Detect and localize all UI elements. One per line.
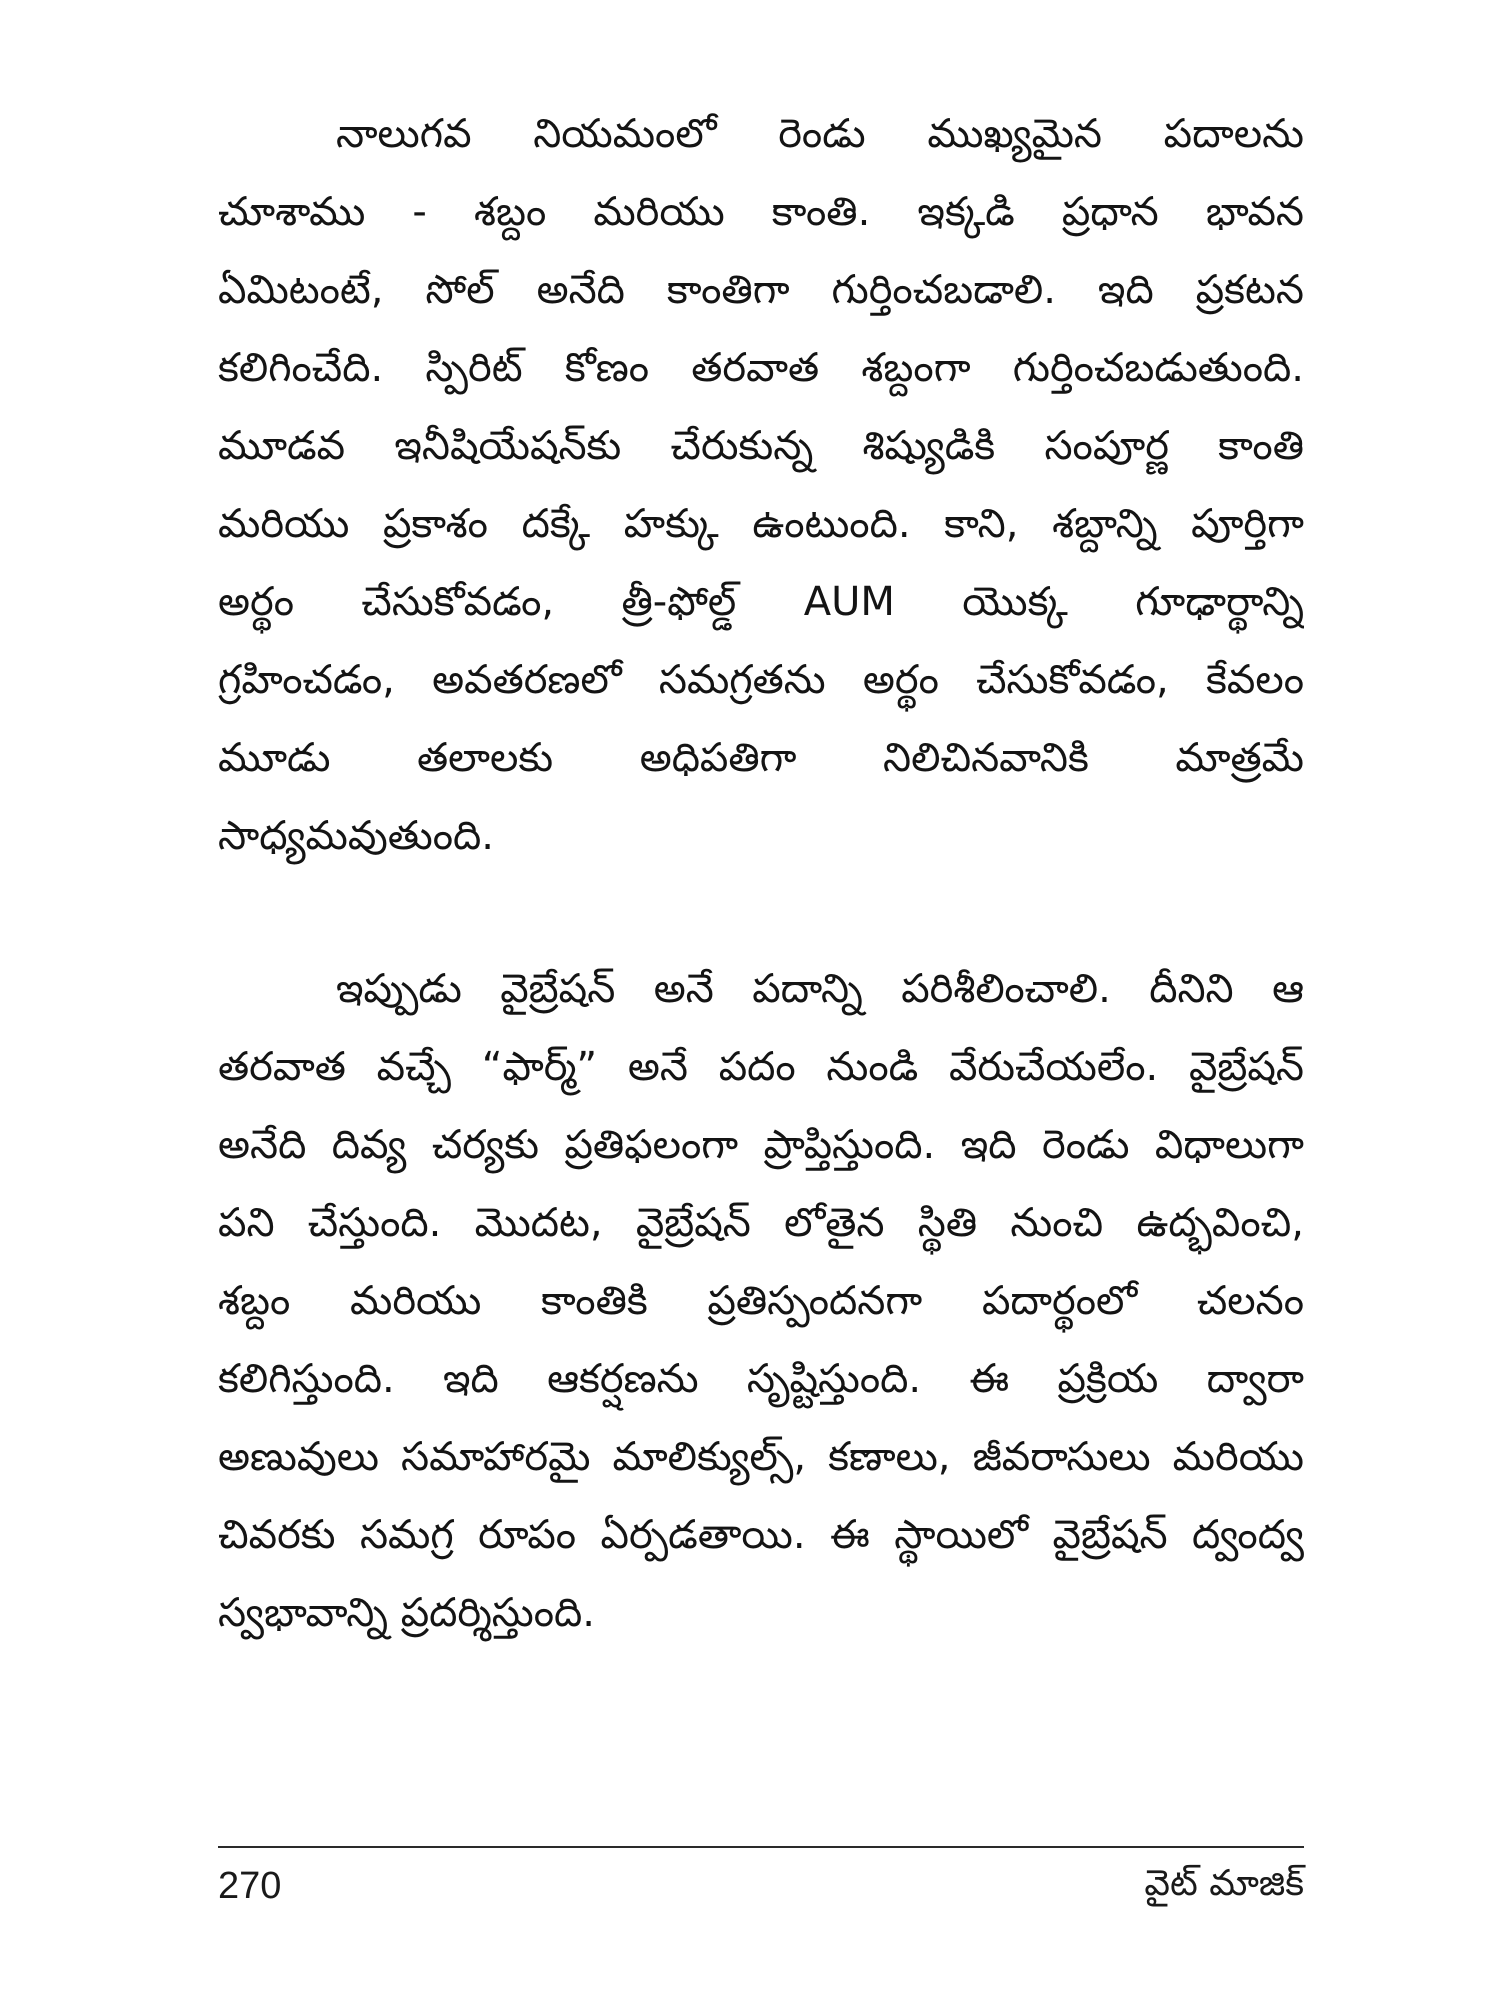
paragraph-line: మూడవ ఇనీషియేషన్‌కు చేరుకున్న శిష్యుడికి సంపూర్ణ కాంతి	[218, 423, 1304, 469]
paragraph-line: తరవాత వచ్చే “ఫార్మ్” అనే పదం నుండి వేరుచేయలేం. వైబ్రేషన్	[218, 1044, 1304, 1090]
paragraph-line: అర్థం చేసుకోవడం, త్రీ-ఫోల్డ్ AUM యొక్క గూఢార్థాన్ని	[218, 579, 1304, 625]
paragraph-line: ఇప్పుడు వైబ్రేషన్ అనే పదాన్ని పరిశీలించాలి. దీనిని ఆ	[336, 966, 1304, 1012]
paragraph-1	[218, 95, 1304, 875]
paragraph-line: గ్రహించడం, అవతరణలో సమగ్రతను అర్థం చేసుకోవడం, కేవలం	[218, 657, 1304, 703]
paragraph-line: ఏమిటంటే, సోల్ అనేది కాంతిగా గుర్తించబడాలి. ఇది ప్రకటన	[218, 267, 1304, 313]
paragraph-line: మూడు తలాలకు అధిపతిగా నిలిచినవానికి మాత్రమే	[218, 735, 1304, 781]
paragraph-line: స్వభావాన్ని ప్రదర్శిస్తుంది.	[218, 1590, 595, 1636]
paragraph-line: కలిగిస్తుంది. ఇది ఆకర్షణను సృష్టిస్తుంది. ఈ ప్రక్రియ ద్వారా	[218, 1356, 1304, 1402]
paragraph-line: అణువులు సమాహారమై మాలిక్యుల్స్, కణాలు, జీవరాసులు మరియు	[218, 1434, 1304, 1480]
paragraph-line: శబ్దం మరియు కాంతికి ప్రతిస్పందనగా పదార్థంలో చలనం	[218, 1278, 1304, 1324]
page-number: 270	[218, 1865, 282, 1907]
paragraph-line: చివరకు సమగ్ర రూపం ఏర్పడతాయి. ఈ స్థాయిలో వైబ్రేషన్ ద్వంద్వ	[218, 1512, 1304, 1558]
paragraph-line: కలిగించేది. స్పిరిట్ కోణం తరవాత శబ్దంగా గుర్తించబడుతుంది.	[218, 345, 1304, 391]
paragraph-line: నాలుగవ నియమంలో రెండు ముఖ్యమైన పదాలను	[336, 111, 1304, 157]
paragraph-line: పని చేస్తుంది. మొదట, వైబ్రేషన్ లోతైన స్థితి నుంచి ఉద్భవించి,	[218, 1200, 1304, 1246]
paragraph-line: చూశాము - శబ్దం మరియు కాంతి. ఇక్కడి ప్రధాన భావన	[218, 189, 1304, 235]
paragraph-2	[218, 950, 1304, 1652]
paragraph-line: సాధ్యమవుతుంది.	[218, 813, 494, 859]
paragraph-line: మరియు ప్రకాశం దక్కే హక్కు ఉంటుంది. కాని, శబ్దాన్ని పూర్తిగా	[218, 501, 1304, 547]
footer-divider	[218, 1846, 1304, 1848]
running-title: వైట్ మాజిక్	[1144, 1863, 1304, 1904]
paragraph-line: అనేది దివ్య చర్యకు ప్రతిఫలంగా ప్రాప్తిస్తుంది. ఇది రెండు విధాలుగా	[218, 1122, 1304, 1168]
